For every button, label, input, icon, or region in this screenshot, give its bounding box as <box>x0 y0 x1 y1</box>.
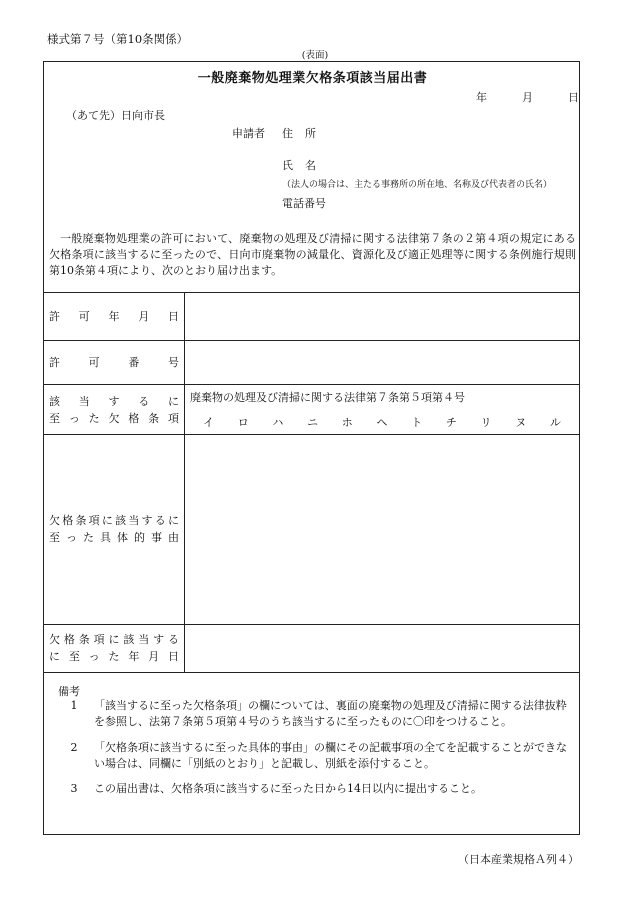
note-number: 3 <box>70 782 78 795</box>
date-year-label: 年 <box>476 91 487 104</box>
clause-label-line2: 至 っ た 欠 格 条 項 <box>49 412 179 425</box>
note-text: 「欠格条項に該当するに至った具体的事由」の欄にその記載事項の全てを記載することができない場合は、同欄に「別紙のとおり」と記載し、別紙を添付すること。 <box>94 741 567 770</box>
clause-option-nu[interactable]: ヌ <box>515 416 527 429</box>
reason-label-line1: 欠 格 条 項 に 該 当 す る に <box>49 514 179 527</box>
clause-label-line1: 該 当 す る に <box>49 395 179 408</box>
disqualification-date-label-line2: に 至 っ た 年 月 日 <box>49 650 179 663</box>
clause-law-reference: 廃棄物の処理及び清掃に関する法律第７条第５項第４号 <box>190 391 465 404</box>
table-rule <box>44 384 579 385</box>
note-item <box>68 740 576 772</box>
paper-size-note: （日本産業規格Ａ列４） <box>458 853 579 866</box>
clause-option-i[interactable]: イ <box>203 416 214 429</box>
clause-option-ri[interactable]: リ <box>480 416 492 429</box>
clause-option-chi[interactable]: チ <box>445 416 457 429</box>
table-top-rule <box>44 292 579 293</box>
addressee: （あて先）日向市長 <box>66 109 165 122</box>
side-label: (表面) <box>301 50 329 61</box>
note-number: 1 <box>70 699 78 712</box>
clause-option-to[interactable]: ト <box>411 416 423 429</box>
note-item <box>68 698 576 730</box>
reason-label-line2: 至 っ た 具 体 的 事 由 <box>49 531 179 544</box>
reason-label <box>49 512 179 546</box>
notes-title: 備考 <box>58 685 80 698</box>
table-bottom-rule <box>44 672 579 673</box>
clause-option-ho[interactable]: ホ <box>341 416 353 429</box>
date-month-label: 月 <box>522 91 533 104</box>
disqualification-date-label-line1: 欠 格 条 項 に 該 当 す る <box>49 633 179 646</box>
table-rule <box>44 340 579 341</box>
form-number: 様式第７号（第10条関係） <box>47 32 189 46</box>
note-item <box>68 781 576 797</box>
name-label: 氏名 <box>282 159 328 172</box>
clause-option-ru[interactable]: ル <box>549 416 561 429</box>
table-rule <box>44 624 579 625</box>
table-rule <box>44 434 579 435</box>
clause-option-he[interactable]: ヘ <box>376 416 388 429</box>
note-number: 2 <box>70 741 78 754</box>
declaration-body: 一般廃棄物処理業の許可において、廃棄物の処理及び清掃に関する法律第７条の２第４項の規定にある欠格条項に該当するに至ったので、日向市廃棄物の減量化、資源化及び適正処理等に関する条例施行規則第10条第４項により、次のとおり届け出ます。 <box>49 232 576 277</box>
form-title: 一般廃棄物処理業欠格条項該当届出書 <box>197 71 428 86</box>
note-text: この届出書は、欠格条項に該当するに至った日から14日以内に提出すること。 <box>94 782 482 795</box>
form-frame <box>43 61 580 835</box>
clause-label <box>49 393 179 427</box>
clause-option-ro[interactable]: ロ <box>237 416 249 429</box>
permit-number-label: 許 可 番 号 <box>49 356 179 369</box>
clause-options <box>203 414 561 430</box>
phone-label: 電話番号 <box>282 197 326 210</box>
clause-option-ni[interactable]: ニ <box>307 416 319 429</box>
permit-date-label: 許 可 年 月 日 <box>49 310 179 323</box>
note-text: 「該当するに至った欠格条項」の欄については、裏面の廃棄物の処理及び清掃に関する法律抜粋を参照し、法第７条第５項第４号のうち該当するに至ったものに〇印をつけること。 <box>94 699 567 728</box>
table-column-divider <box>184 292 185 673</box>
applicant-label: 申請者 <box>232 127 265 140</box>
disqualification-date-label <box>49 631 179 665</box>
date-day-label: 日 <box>568 91 579 104</box>
clause-option-ha[interactable]: ハ <box>272 416 284 429</box>
address-label: 住所 <box>282 127 328 140</box>
name-note: （法人の場合は、主たる事務所の所在地、名称及び代表者の氏名） <box>282 180 553 190</box>
